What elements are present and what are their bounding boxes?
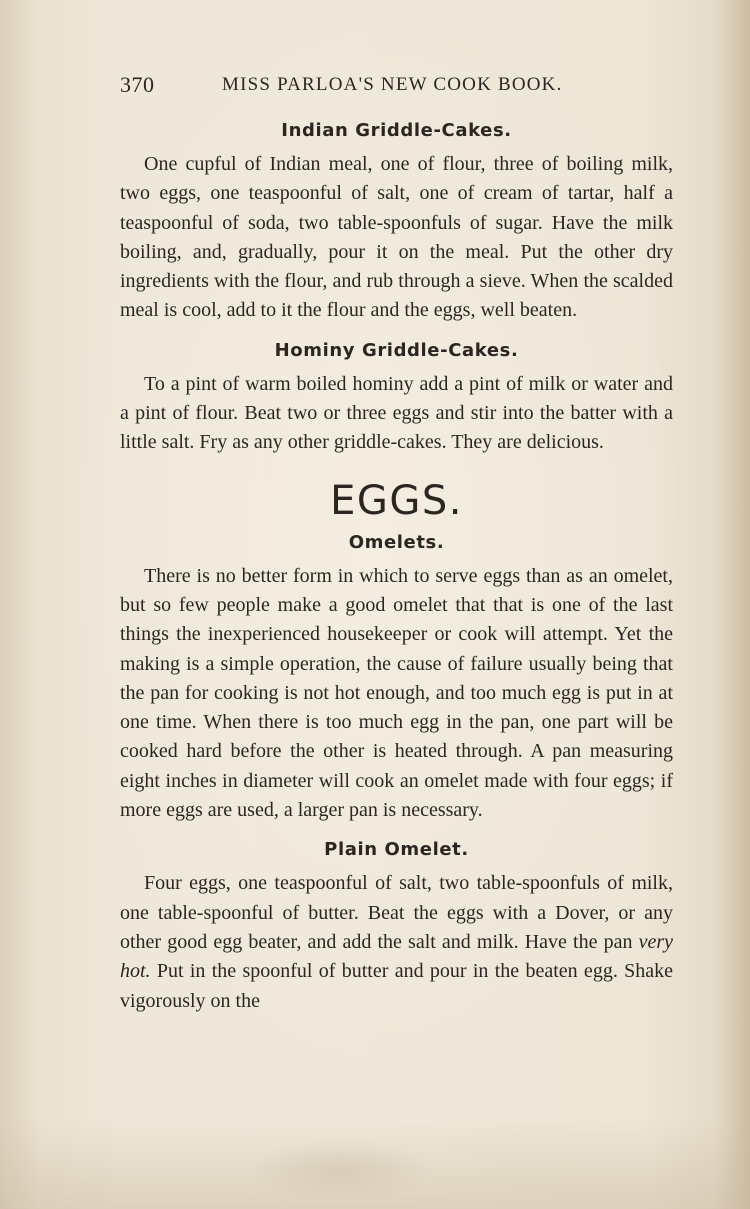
recipe-text-plain-omelet bbox=[120, 869, 673, 1015]
recipe-title-plain-omelet: Plain Omelet. bbox=[324, 839, 469, 861]
recipe-title-hominy-griddle-cakes: Hominy Griddle-Cakes. bbox=[274, 339, 519, 361]
page-number: 370 bbox=[120, 72, 155, 97]
recipe-text-omelets: There is no better form in which to serve eggs than as an omelet, but so few people make a good omelet that that is one of the last things the inexperienced housekeeper or cook will attempt. Yet the making is a simple operation, the cause of failure usually being that the pan for cooking is not hot enough, and too much egg is put in at one time. When there is too much egg in the pan, one part will be cooked hard before the other is heated through. A pan measuring eight inches in diameter will cook an omelet made with four eggs; if more eggs are used, a larger pan is necessary. bbox=[120, 564, 673, 822]
recipe-title-indian-griddle-cakes: Indian Griddle-Cakes. bbox=[281, 120, 512, 141]
plain-omelet-text-end: Put in the spoonful of butter and pour in the beaten egg. Shake vigorously on the bbox=[120, 960, 673, 1012]
plain-omelet-emphasis: very hot. bbox=[120, 930, 673, 983]
page-content bbox=[120, 116, 673, 1016]
running-head: MISS PARLOA'S NEW COOK BOOK. bbox=[222, 74, 563, 95]
recipe-title-omelets: Omelets. bbox=[348, 531, 445, 553]
section-heading-eggs: EGGS. bbox=[330, 477, 463, 524]
plain-omelet-text-start: Four eggs, one teaspoonful of salt, two table-spoonfuls of milk, one table-spoonful of butter. Beat the eggs with a Dover, or any other good egg beater, and add the salt and milk. Have the pan bbox=[120, 872, 673, 953]
recipe-text-indian-griddle-cakes: One cupful of Indian meal, one of flour, three of boiling milk, two eggs, one teaspoonful of salt, one of cream of tartar, half a teaspoonful of soda, two table-spoonfuls of sugar. Have the milk boiling, and, gradually, pour it on the meal. Put the other dry ingredients with the flour, and rub through a sieve. When the scalded meal is cool, add to it the flour and the eggs, well beaten. bbox=[120, 153, 673, 322]
paper-stain bbox=[250, 1140, 430, 1200]
recipe-text-hominy-griddle-cakes: To a pint of warm boiled hominy add a pint of milk or water and a pint of flour. Beat two or three eggs and stir into the batter with a little salt. Fry as any other griddle-cakes. They are delicious. bbox=[120, 372, 673, 454]
page-header bbox=[120, 70, 675, 100]
